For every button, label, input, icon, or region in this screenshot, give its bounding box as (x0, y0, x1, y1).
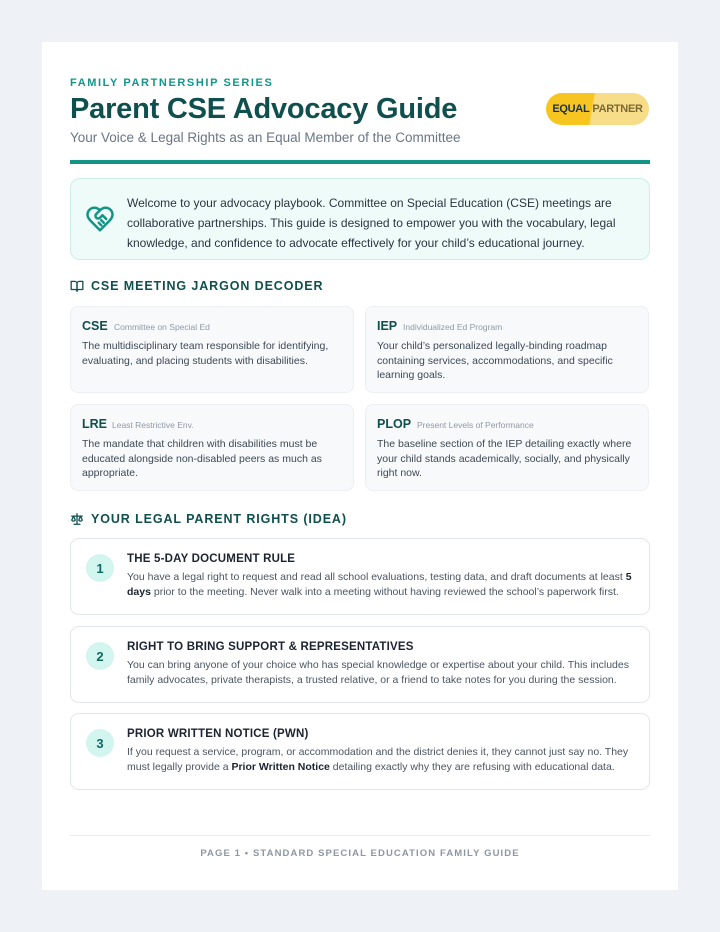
badge-label-equal: EQUAL (552, 103, 590, 115)
jargon-full-name: Individualized Ed Program (403, 322, 503, 332)
right-number-badge: 3 (86, 729, 114, 757)
jargon-description: The multidisciplinary team responsible for identifying, evaluating, and placing students with disabilities. (82, 340, 329, 367)
right-description: You have a legal right to request and read all school evaluations, testing data, and draft documents at least 5 days prior to the meeting. Never walk into a meeting without having reviewed the school’s paperwork first. (127, 571, 632, 598)
jargon-heading-text: CSE MEETING JARGON DECODER (91, 279, 324, 293)
guide-page (42, 42, 678, 890)
right-description: If you request a service, program, or accommodation and the district denies it, they cannot just say no. They must legally provide a Prior Written Notice detailing exactly why they are refusing with educational data. (127, 746, 629, 773)
rights-section-heading (70, 512, 347, 526)
intro-text: Welcome to your advocacy playbook. Committee on Special Education (CSE) meetings are collaborative partnerships. This guide is designed to empower you with the vocabulary, legal knowledge, and confidence to advocate effectively for your child’s educational journey. (127, 196, 616, 250)
jargon-description: The baseline section of the IEP detailing exactly where your child stands academically, socially, and physically right now. (377, 438, 632, 479)
page-subtitle: Your Voice & Legal Rights as an Equal Member of the Committee (70, 130, 461, 145)
jargon-full-name: Committee on Special Ed (114, 322, 210, 332)
jargon-card-plop (365, 404, 649, 491)
jargon-full-name: Least Restrictive Env. (112, 420, 194, 430)
jargon-full-name: Present Levels of Performance (417, 420, 534, 430)
right-number-badge: 1 (86, 554, 114, 582)
right-title: PRIOR WRITTEN NOTICE (PWN) (127, 728, 309, 740)
rights-heading-text: YOUR LEGAL PARENT RIGHTS (IDEA) (91, 512, 347, 526)
scales-icon (70, 512, 84, 526)
page-title: Parent CSE Advocacy Guide (70, 93, 458, 125)
footer-divider (70, 835, 650, 836)
right-emphasis: 5 days (127, 571, 632, 598)
badge-label-partner: PARTNER (592, 103, 643, 115)
book-open-icon (70, 279, 84, 293)
right-card-2 (70, 626, 650, 703)
header-divider (70, 160, 650, 164)
right-card-3 (70, 713, 650, 790)
jargon-section-heading (70, 279, 323, 293)
right-number-badge: 2 (86, 642, 114, 670)
equal-partner-badge (546, 93, 649, 125)
series-label: FAMILY PARTNERSHIP SERIES (70, 77, 274, 89)
jargon-description: Your child’s personalized legally-binding roadmap containing services, accommodations, and specific learning goals. (377, 340, 613, 381)
heart-handshake-icon (85, 204, 115, 234)
jargon-abbr: CSE (82, 319, 108, 333)
page-footer: PAGE 1 • STANDARD SPECIAL EDUCATION FAMILY GUIDE (200, 848, 520, 859)
jargon-card-iep (365, 306, 649, 393)
jargon-description: The mandate that children with disabilities must be educated alongside non-disabled peers as much as appropriate. (82, 438, 322, 479)
jargon-card-cse (70, 306, 354, 393)
jargon-abbr: PLOP (377, 417, 412, 431)
right-card-1 (70, 538, 650, 615)
jargon-abbr: IEP (377, 319, 398, 333)
jargon-card-lre (70, 404, 354, 491)
right-title: THE 5-DAY DOCUMENT RULE (127, 553, 296, 565)
intro-callout (70, 178, 650, 260)
right-description: You can bring anyone of your choice who has special knowledge or expertise about your child. This includes family advocates, private therapists, a trusted relative, or a friend to take notes for you during the session. (127, 659, 629, 686)
right-emphasis: Prior Written Notice (231, 760, 330, 773)
jargon-abbr: LRE (82, 417, 107, 431)
right-title: RIGHT TO BRING SUPPORT & REPRESENTATIVES (127, 641, 414, 653)
